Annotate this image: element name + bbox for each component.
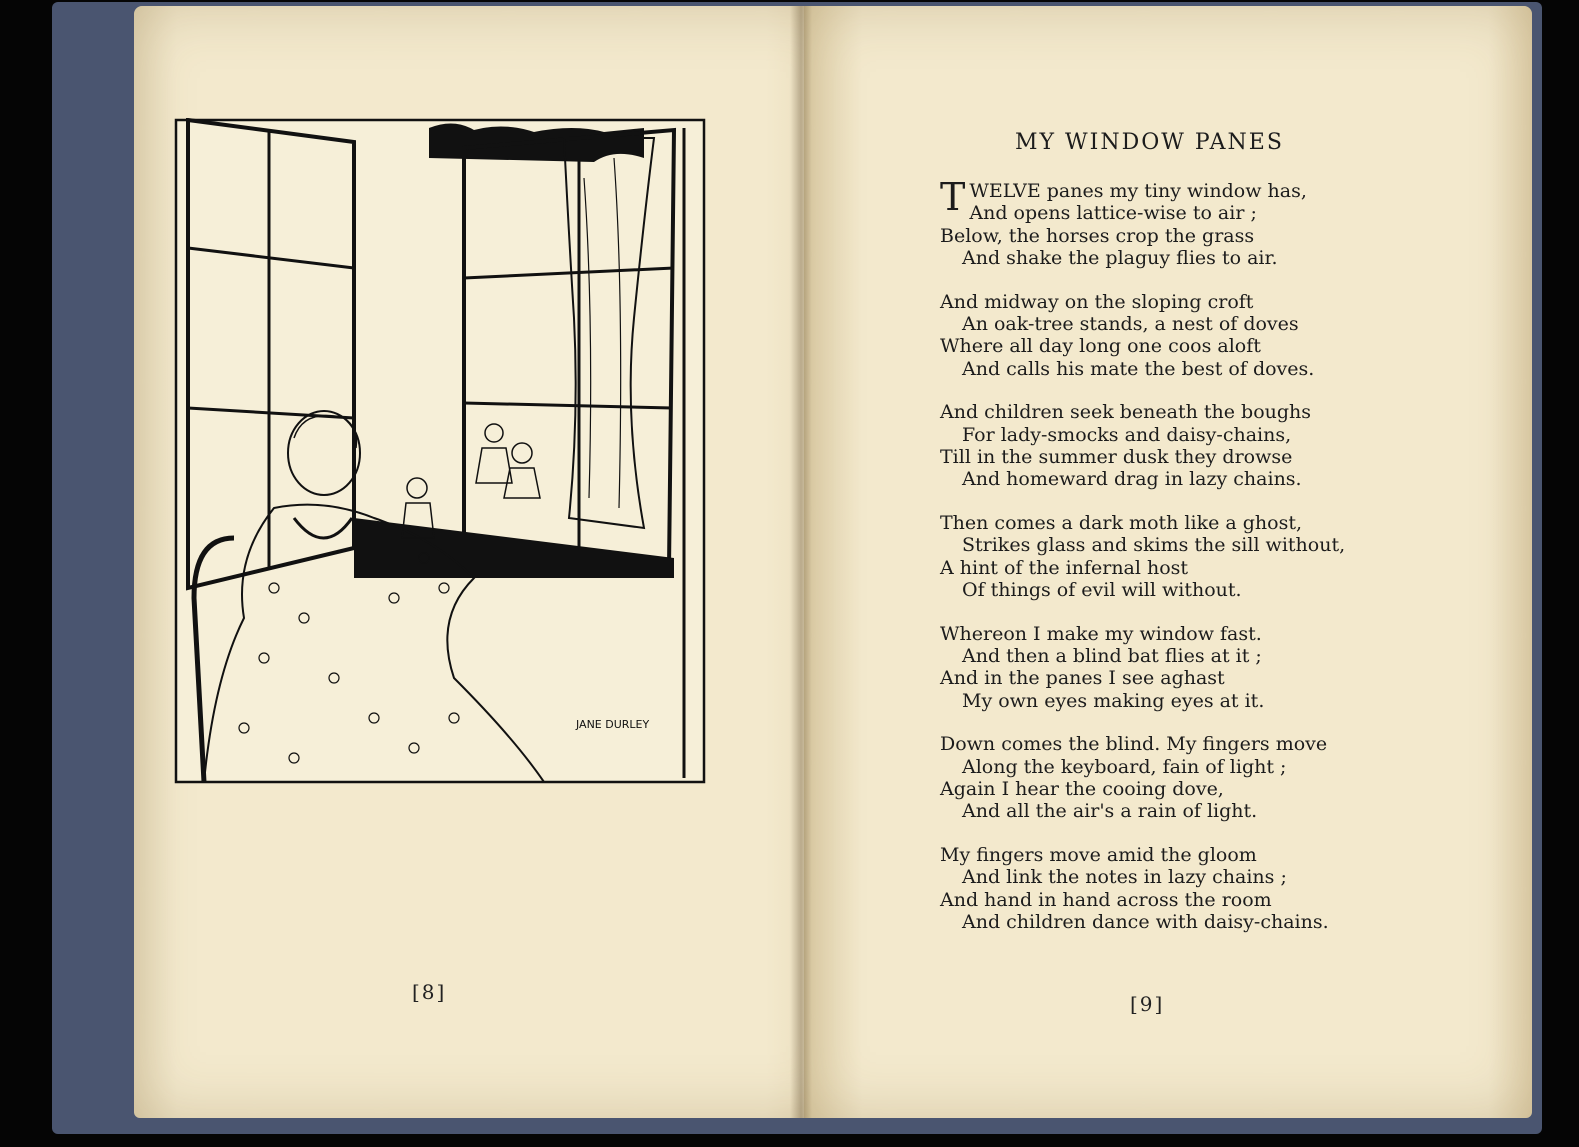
poem-line: And link the notes in lazy chains ; xyxy=(962,866,1287,889)
poem-line: Strikes glass and skims the sill without, xyxy=(962,534,1346,557)
poem-line: Till in the summer dusk they drowse xyxy=(940,446,1293,469)
left-page-number: [8] xyxy=(412,980,447,1004)
poem-line: Of things of evil will without. xyxy=(962,579,1242,602)
poem-stanza xyxy=(940,844,1370,934)
poem-line: And midway on the sloping croft xyxy=(940,290,1254,313)
poem-body xyxy=(940,175,1370,954)
illustration-signature: JANE DURLEY xyxy=(576,718,650,731)
poem-line: An oak-tree stands, a nest of doves xyxy=(962,313,1299,336)
poem-line: Again I hear the cooing dove, xyxy=(940,777,1224,800)
poem-stanza xyxy=(940,291,1370,381)
poem-line: And children seek beneath the boughs xyxy=(940,401,1312,424)
poem-line: And in the panes I see aghast xyxy=(940,667,1225,690)
poem-line: And children dance with daisy-chains. xyxy=(962,910,1329,933)
book-gutter xyxy=(790,6,812,1118)
poem-line: And hand in hand across the room xyxy=(940,888,1272,911)
poem-line: And shake the plaguy flies to air. xyxy=(962,247,1278,270)
drop-cap: T xyxy=(940,175,966,219)
poem-line: Whereon I make my window fast. xyxy=(940,622,1262,645)
poem-stanza xyxy=(940,512,1370,602)
poem-line: A hint of the infernal host xyxy=(940,556,1189,579)
poem-line: And homeward drag in lazy chains. xyxy=(962,468,1302,491)
poem-line: Where all day long one coos aloft xyxy=(940,335,1261,358)
poem-stanza xyxy=(940,733,1370,823)
poem-stanza xyxy=(940,623,1370,713)
poem-line: Down comes the blind. My fingers move xyxy=(940,733,1328,756)
illustration xyxy=(174,118,706,784)
poem-stanza xyxy=(940,175,1370,270)
right-page-number: [9] xyxy=(1130,992,1165,1016)
poem-line: My fingers move amid the gloom xyxy=(940,843,1257,866)
first-line-text: WELVE panes my tiny window has, xyxy=(969,180,1307,202)
poem-title: MY WINDOW PANES xyxy=(1015,130,1284,155)
poem-line: And all the air's a rain of light. xyxy=(962,800,1258,823)
poem-line: Then comes a dark moth like a ghost, xyxy=(940,511,1303,534)
poem-line: Below, the horses crop the grass xyxy=(940,224,1255,247)
poem-line: My own eyes making eyes at it. xyxy=(962,689,1265,712)
poem-line: Along the keyboard, fain of light ; xyxy=(962,755,1287,778)
poem-stanza xyxy=(940,401,1370,491)
poem-line: And calls his mate the best of doves. xyxy=(962,357,1315,380)
poem-line: For lady-smocks and daisy-chains, xyxy=(962,423,1292,446)
poem-line: And then a blind bat flies at it ; xyxy=(962,644,1262,667)
poem-line: And opens lattice-wise to air ; xyxy=(969,202,1257,225)
